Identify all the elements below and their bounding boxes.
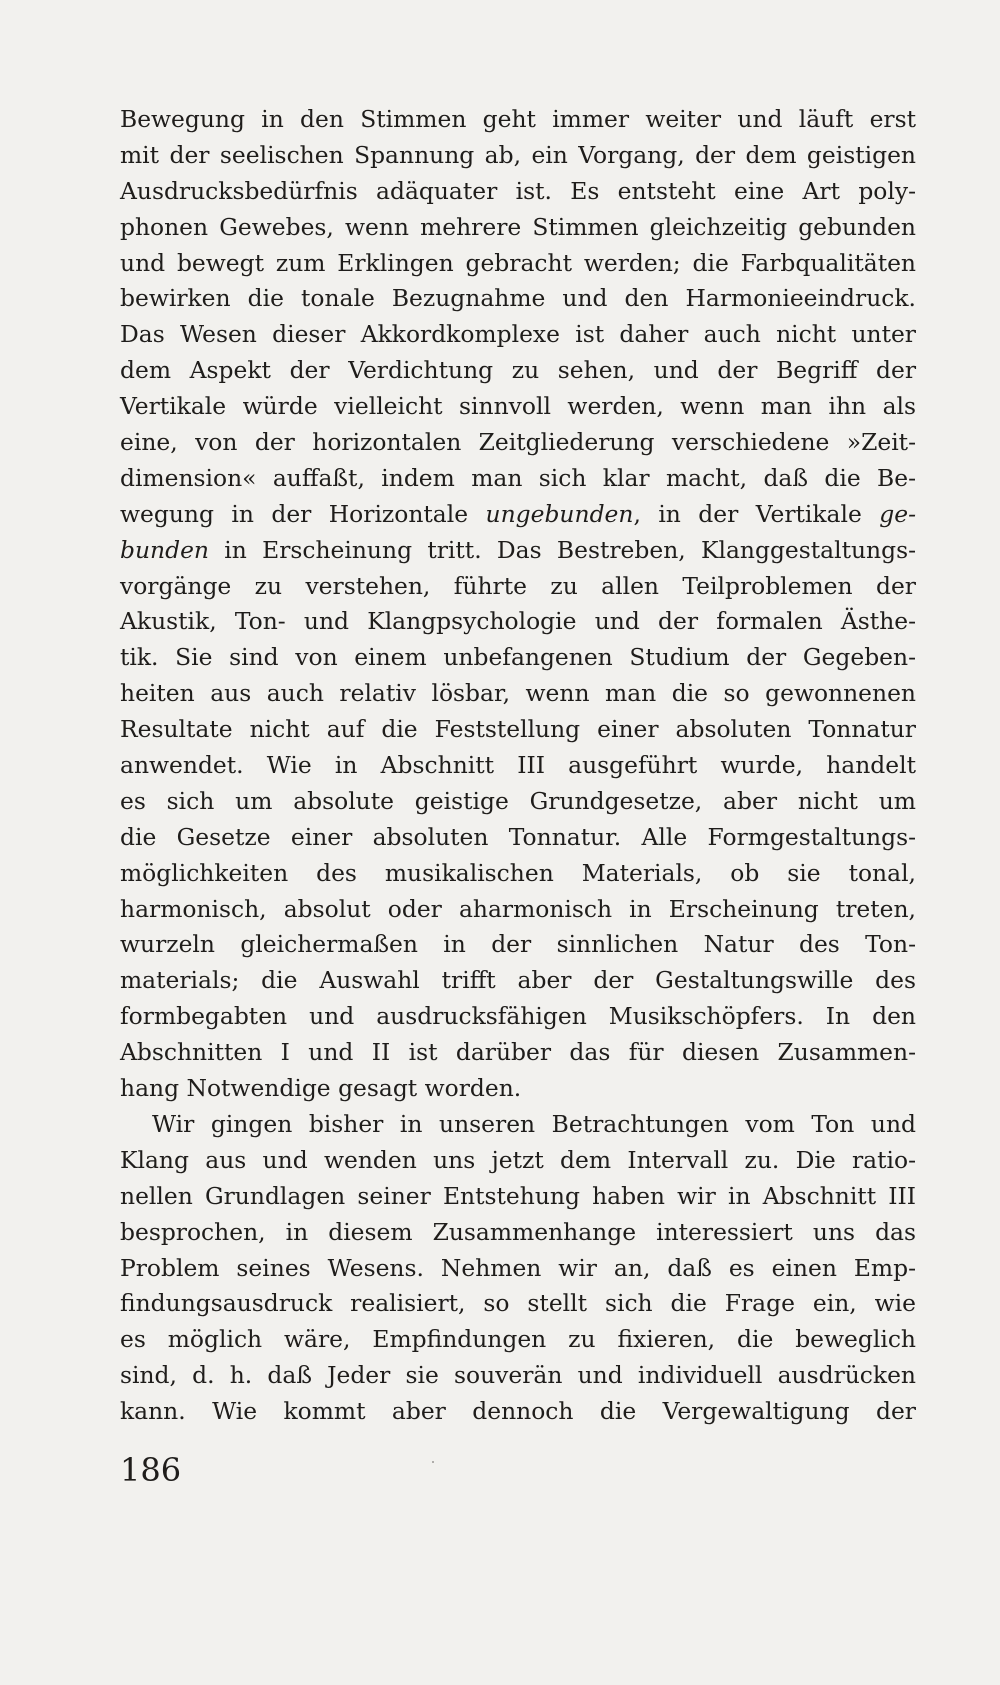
text-line: findungsausdruck realisiert, so stellt sich die Frage ein, wie xyxy=(120,1289,916,1318)
text-line: harmonisch, absolut oder aharmonisch in Erscheinung treten, xyxy=(120,894,916,923)
text-line: Das Wesen dieser Akkordkomplexe ist daher auch nicht unter xyxy=(120,320,916,349)
text-line: Vertikale würde vielleicht sinnvoll werden, wenn man ihn als xyxy=(120,392,916,421)
italic-emphasis: bunden xyxy=(120,535,209,564)
text-line: Problem seines Wesens. Nehmen wir an, daß es einen Emp- xyxy=(120,1253,916,1282)
paper-speck xyxy=(432,1461,434,1463)
text-line: Bewegung in den Stimmen geht immer weiter und läuft erst xyxy=(120,105,916,133)
text-line: Klang aus und wenden uns jetzt dem Intervall zu. Die ratio- xyxy=(120,1145,916,1174)
text-line: formbegabten und ausdrucksfähigen Musikschöpfers. In den xyxy=(120,1002,916,1031)
text-line: hang Notwendige gesagt worden. xyxy=(120,1074,522,1103)
text-line: bunden in Erscheinung tritt. Das Bestreben, Klanggestaltungs- xyxy=(120,535,916,564)
text-line: phonen Gewebes, wenn mehrere Stimmen gleichzeitig gebunden xyxy=(120,212,916,241)
italic-emphasis: ungebunden xyxy=(485,499,634,528)
text-line: Abschnitten I und II ist darüber das für diesen Zusammen- xyxy=(120,1038,916,1067)
text-line: es möglich wäre, Empfindungen zu fixieren, die beweglich xyxy=(120,1325,916,1354)
text-line: dimension« auffaßt, indem man sich klar macht, daß die Be- xyxy=(120,463,916,492)
text-line: die Gesetze einer absoluten Tonnatur. Alle Formgestaltungs- xyxy=(120,822,916,851)
page-number: 186 xyxy=(120,1451,182,1489)
text-line: wegung in der Horizontale ungebunden, in der Vertikale ge- xyxy=(120,499,916,528)
text-line: es sich um absolute geistige Grundgesetze, aber nicht um xyxy=(120,786,916,815)
text-line: kann. Wie kommt aber dennoch die Vergewaltigung der xyxy=(120,1397,916,1426)
text-line: Resultate nicht auf die Feststellung einer absoluten Tonnatur xyxy=(120,715,916,744)
text-line: heiten aus auch relativ lösbar, wenn man die so gewonnenen xyxy=(120,679,916,708)
text-line: dem Aspekt der Verdichtung zu sehen, und der Begriff der xyxy=(120,356,916,385)
text-line: bewirken die tonale Bezugnahme und den Harmonieeindruck. xyxy=(120,284,916,313)
text-line: Ausdrucksbedürfnis adäquater ist. Es entsteht eine Art poly- xyxy=(120,176,916,205)
body-text xyxy=(120,102,916,1430)
text-line: nellen Grundlagen seiner Entstehung haben wir in Abschnitt III xyxy=(120,1181,916,1210)
text-line: eine, von der horizontalen Zeitgliederung verschiedene »Zeit- xyxy=(120,428,916,457)
text-line: Akustik, Ton- und Klangpsychologie und der formalen Ästhe- xyxy=(120,607,916,636)
text-line: und bewegt zum Erklingen gebracht werden; die Farbqualitäten xyxy=(120,248,916,277)
text-line: besprochen, in diesem Zusammenhange interessiert uns das xyxy=(120,1217,916,1246)
text-line: materials; die Auswahl trifft aber der Gestaltungswille des xyxy=(120,966,916,995)
text-line: vorgänge zu verstehen, führte zu allen Teilproblemen der xyxy=(120,571,916,600)
text-line: mit der seelischen Spannung ab, ein Vorgang, der dem geistigen xyxy=(120,140,916,169)
text-line: tik. Sie sind von einem unbefangenen Studium der Gegeben- xyxy=(120,643,916,672)
text-line: möglichkeiten des musikalischen Materials, ob sie tonal, xyxy=(120,858,916,887)
text-line: anwendet. Wie in Abschnitt III ausgeführt wurde, handelt xyxy=(120,751,916,780)
italic-emphasis: ge- xyxy=(879,499,916,528)
text-line: wurzeln gleichermaßen in der sinnlichen Natur des Ton- xyxy=(120,930,916,959)
text-line: Wir gingen bisher in unseren Betrachtungen vom Ton und xyxy=(152,1109,916,1138)
text-line: sind, d. h. daß Jeder sie souverän und individuell ausdrücken xyxy=(120,1361,916,1390)
